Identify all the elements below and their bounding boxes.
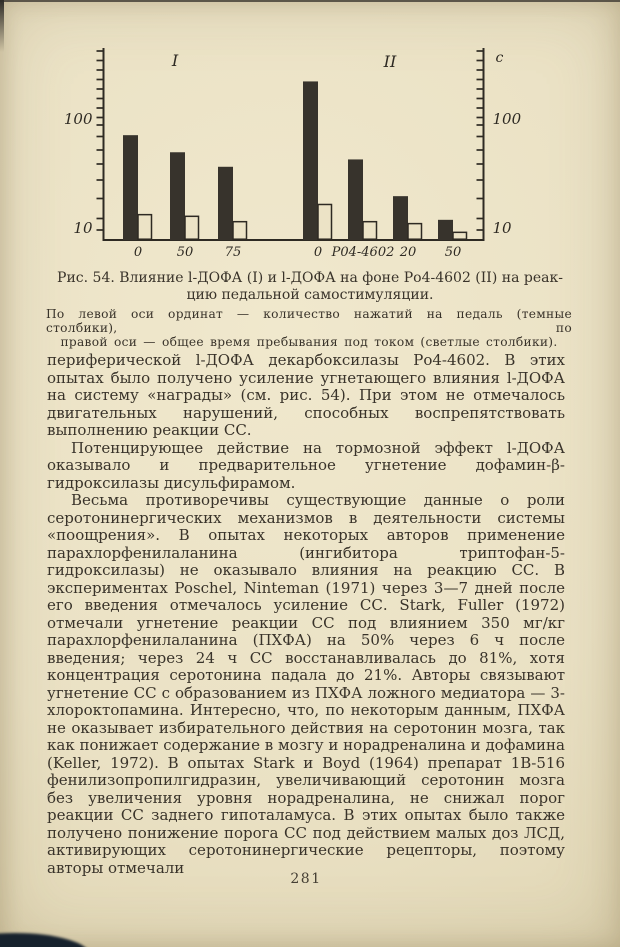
svg-text:10: 10	[73, 219, 93, 237]
svg-text:50: 50	[444, 245, 462, 260]
figure-caption-line-2: цию педальной самостимуляции.	[186, 286, 434, 303]
body-text	[47, 352, 565, 877]
svg-text:100: 100	[63, 110, 93, 128]
paragraph-2: Потенцирующее действие на тормозной эффект l-ДОФА оказывало и предварительное угнетение дофамин-β-гидроксилазы дисульфирамом.	[47, 438, 565, 492]
svg-text:50: 50	[176, 245, 194, 260]
svg-text:10: 10	[492, 219, 512, 237]
svg-text:I: I	[171, 51, 179, 70]
svg-text:0: 0	[133, 245, 143, 260]
svg-text:c: c	[495, 50, 504, 66]
figure-note	[46, 307, 572, 349]
svg-text:75: 75	[224, 245, 242, 260]
paragraph-1: периферической l-ДОФА декарбоксилазы Ро4-4602. В этих опытах было получено усиление угнетающего влияния l-ДОФА на систему «награды» (см. рис. 54). При этом не отмечалось двигательных нарушений, способных воспрепятствовать выполнению реакции СС.	[47, 351, 565, 439]
figure-caption-line-1: Рис. 54. Влияние l-ДОФА (I) и l-ДОФА на фоне Ро4-4602 (II) на реак-	[57, 270, 563, 286]
svg-text:20: 20	[399, 245, 417, 260]
figure-caption	[50, 270, 570, 303]
paragraph-3: Весьма противоречивы существующие данные о роли серотонинергических механизмов в деятельности системы «поощрения». В опытах некоторых авторов применение парахлорфенилаланина (ингибитора триптофан-5-гидроксилазы) не оказывало влияния на реакцию СС. В экспериментах Poschel, Ninteman (1971) через 3—7 дней после его введения отмечалось усиление СС. Stark, Fuller (1972) отмечали угнетение реакции СС под влиянием 350 мг/кг парахлорфенилаланина (ПХФА) на 50% через 6 ч после введения; через 24 ч СС восстанавливалась до 81%, хотя концентрация серотонина падала до 21%. Авторы связывают угнетение СС с образованием из ПХФА ложного медиатора — 3-хлороктопамина. Интересно, что, по некоторым данным, ПХФА не оказывает избирательного действия на серотонин мозга, так как понижает содержание в мозгу и норадреналина и дофамина (Keller, 1972). В опытах Stark и Boyd (1964) препарат 1В-516 фенилизопропилгидразин, увеличивающий серотонин мозга без увеличения уровня норадреналина, не снижал порог реакции СС заднего гипоталамуса. В этих опытах было также получено понижение порога СС под действием малых доз ЛСД, активирующих серотонинергические рецепторы, поэтому авторы отмечали	[47, 491, 565, 877]
svg-text:100: 100	[492, 110, 522, 128]
svg-text:II: II	[383, 52, 397, 71]
page-number: 281	[290, 871, 322, 887]
figure-54-bar-chart	[0, 0, 620, 268]
svg-text:0: 0	[313, 245, 323, 260]
figure-note-line-2: правой оси — общее время пребывания под током (светлые столбики).	[60, 335, 558, 349]
figure-note-line-1: По левой оси ординат — количество нажатий на педаль (темные столбики), по	[46, 307, 572, 335]
svg-text:Р04-4602: Р04-4602	[331, 245, 395, 260]
book-edge-shadow	[0, 933, 90, 947]
